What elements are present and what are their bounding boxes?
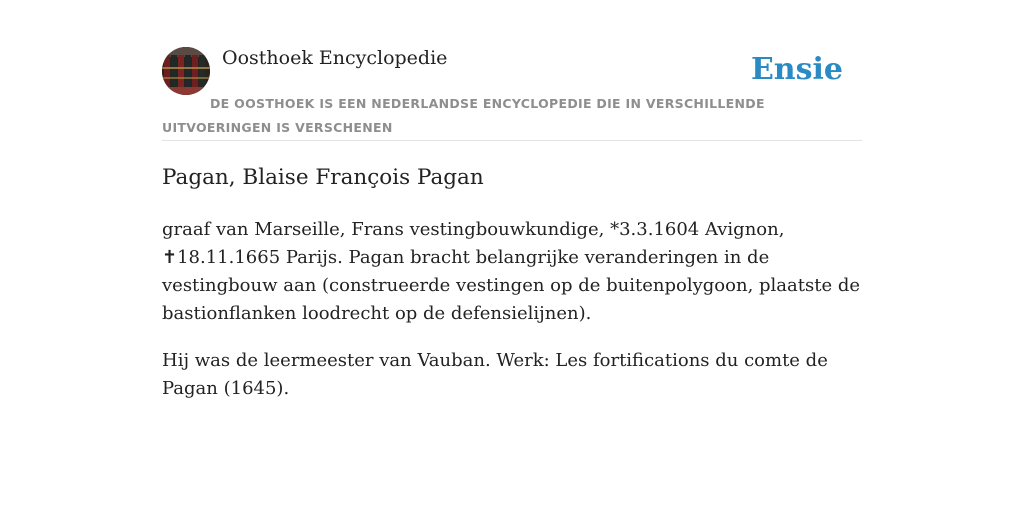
- article-paragraph: graaf van Marseille, Frans vestingbouwkundige, *3.3.1604 Avignon, ✝18.11.1665 Parijs. Pagan bracht belangrijke veranderingen in de vestingbouw aan (construeerde vestingen op de buitenpolygoon, plaatste de bastionflanken loodrecht op de defensielijnen).: [162, 219, 861, 324]
- brand-logo[interactable]: Ensie: [750, 52, 843, 87]
- site-title[interactable]: Oosthoek Encyclopedie: [222, 47, 448, 69]
- site-header: [162, 46, 862, 141]
- article-paragraph: Hij was de leermeester van Vauban. Werk: Les fortifications du comte de Pagan (1645).: [162, 350, 828, 399]
- article-title: Pagan, Blaise François Pagan: [162, 165, 484, 190]
- article: [162, 160, 862, 403]
- site-tagline: DE OOSTHOEK IS EEN NEDERLANDSE ENCYCLOPEDIE DIE IN VERSCHILLENDE UITVOERINGEN IS VERSCHENEN: [162, 96, 765, 135]
- encyclopedia-books-icon[interactable]: [162, 47, 210, 95]
